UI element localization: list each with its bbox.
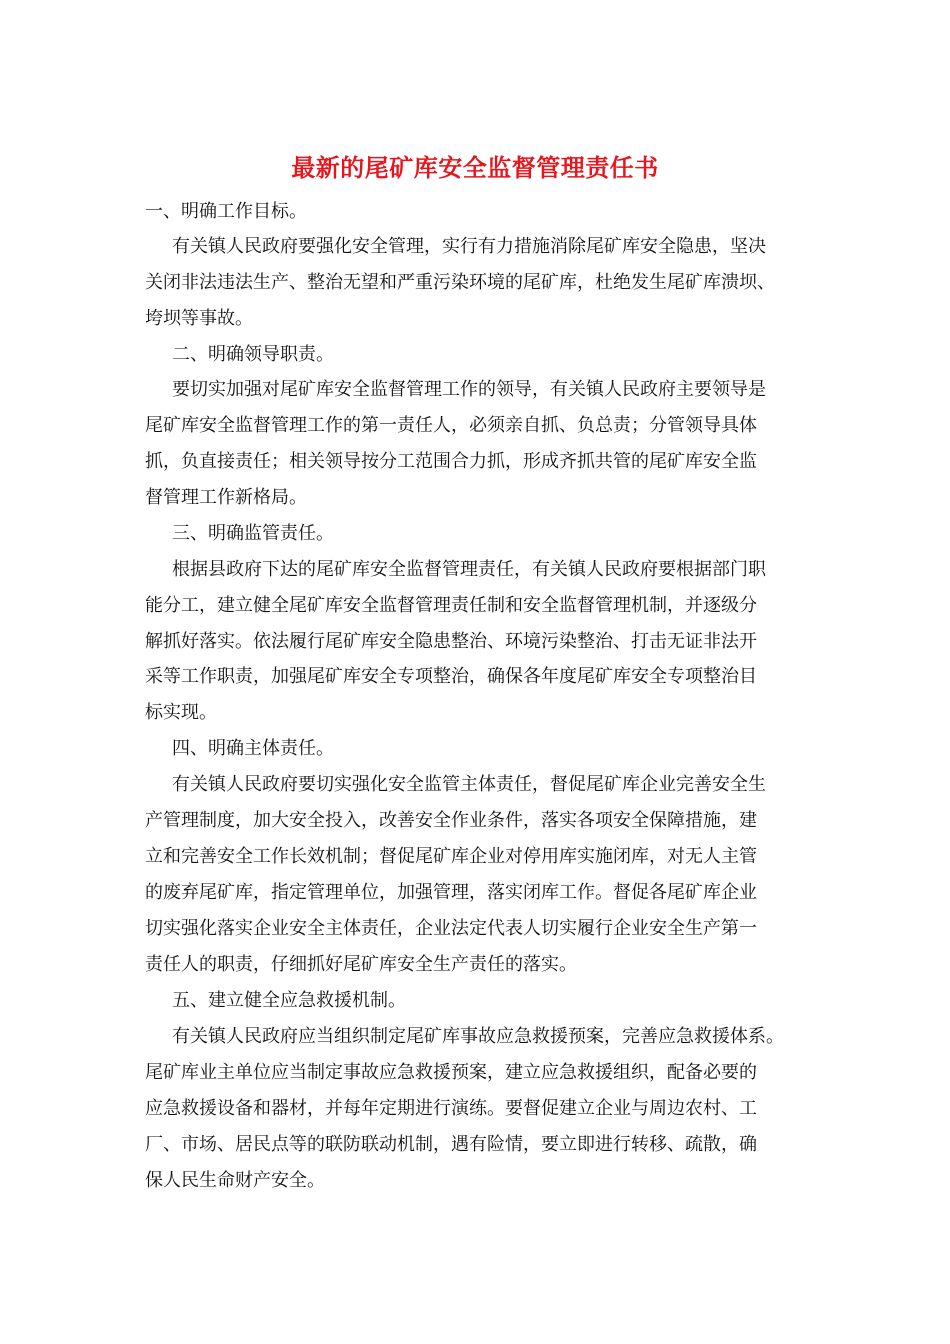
paragraph-line: 产管理制度，加大安全投入，改善安全作业条件，落实各项安全保障措施，建 [145, 810, 757, 831]
paragraph-line: 垮坝等事故。 [145, 308, 253, 329]
paragraph-line: 要切实加强对尾矿库安全监督管理工作的领导，有关镇人民政府主要领导是 [172, 379, 766, 400]
paragraph-line: 应急救援设备和器材，并每年定期进行演练。要督促建立企业与周边农村、工 [145, 1098, 757, 1119]
paragraph-line: 尾矿库安全监督管理工作的第一责任人，必须亲自抓、负总责；分管领导具体 [145, 415, 757, 436]
paragraph-line: 采等工作职责，加强尾矿库安全专项整治，确保各年度尾矿库安全专项整治目 [145, 666, 757, 687]
paragraph-line: 保人民生命财产安全。 [145, 1170, 325, 1191]
paragraph-line: 标实现。 [145, 702, 217, 723]
document-title: 最新的尾矿库安全监督管理责任书 [291, 153, 659, 182]
section-heading-1: 一、明确工作目标。 [145, 201, 307, 222]
paragraph-line: 的废弃尾矿库，指定管理单位，加强管理，落实闭库工作。督促各尾矿库企业 [145, 882, 757, 903]
paragraph-line: 尾矿库业主单位应当制定事故应急救援预案，建立应急救援组织，配备必要的 [145, 1062, 757, 1083]
paragraph-line: 责任人的职责，仔细抓好尾矿库安全生产责任的落实。 [145, 954, 577, 975]
paragraph-line: 抓，负直接责任；相关领导按分工范围合力抓，形成齐抓共管的尾矿库安全监 [145, 451, 757, 472]
section-heading-3: 三、明确监管责任。 [172, 523, 334, 544]
paragraph-line: 关闭非法违法生产、整治无望和严重污染环境的尾矿库，杜绝发生尾矿库溃坝、 [145, 272, 775, 293]
paragraph-line: 解抓好落实。依法履行尾矿库安全隐患整治、环境污染整治、打击无证非法开 [145, 631, 757, 652]
section-heading-2: 二、明确领导职责。 [172, 344, 334, 365]
paragraph-line: 厂、市场、居民点等的联防联动机制，遇有险情，要立即进行转移、疏散，确 [145, 1134, 757, 1155]
paragraph-line: 有关镇人民政府要切实强化安全监管主体责任，督促尾矿库企业完善安全生 [172, 774, 766, 795]
paragraph-line: 督管理工作新格局。 [145, 487, 307, 508]
paragraph-line: 根据县政府下达的尾矿库安全监督管理责任，有关镇人民政府要根据部门职 [172, 559, 766, 580]
paragraph-line: 有关镇人民政府应当组织制定尾矿库事故应急救援预案，完善应急救援体系。 [172, 1026, 784, 1047]
paragraph-line: 能分工，建立健全尾矿库安全监督管理责任制和安全监督管理机制，并逐级分 [145, 595, 757, 616]
section-heading-5: 五、建立健全应急救援机制。 [172, 990, 406, 1011]
section-heading-4: 四、明确主体责任。 [172, 738, 334, 759]
paragraph-line: 切实强化落实企业安全主体责任，企业法定代表人切实履行企业安全生产第一 [145, 918, 757, 939]
paragraph-line: 立和完善安全工作长效机制；督促尾矿库企业对停用库实施闭库，对无人主管 [145, 846, 757, 867]
paragraph-line: 有关镇人民政府要强化安全管理，实行有力措施消除尾矿库安全隐患，坚决 [172, 236, 766, 257]
